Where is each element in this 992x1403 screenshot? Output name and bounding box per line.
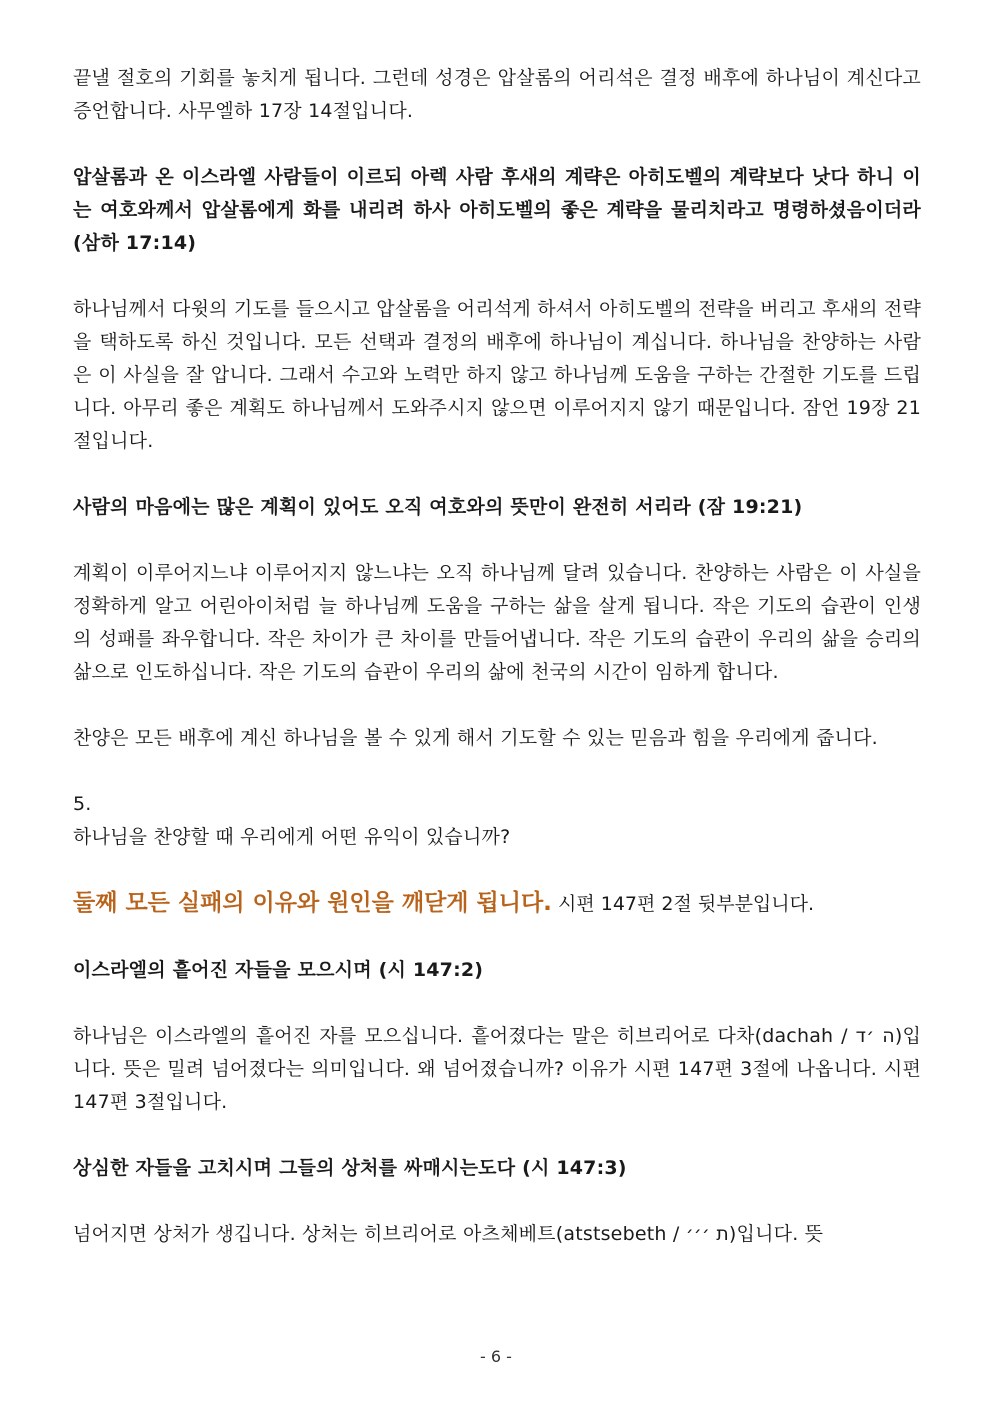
question-text: 하나님을 찬양할 때 우리에게 어떤 유익이 있습니까? [73, 826, 511, 848]
section-heading-accent: 둘째 모든 실패의 이유와 원인을 깨닫게 됩니다. [73, 890, 552, 916]
document-page [73, 62, 921, 1284]
question-number: 5. [73, 793, 92, 815]
scripture-quote-ps-147-2: 이스라엘의 흩어진 자들을 모으시며 (시 147:2) [73, 959, 484, 981]
section-heading-reference: 시편 147편 2절 뒷부분입니다. [551, 893, 815, 915]
paragraph-atstsebeth: 넘어지면 상처가 생깁니다. 상처는 히브리어로 아츠체베트(atstsebeth / ת ׳׳׳)입니다. 뜻 [73, 1223, 824, 1245]
scripture-quote-2sam-17-14: 압살롬과 온 이스라엘 사람들이 이르되 아렉 사람 후새의 계략은 아히도벨의 계략보다 낫다 하니 이는 여호와께서 압살롬에게 화를 내리려 하사 아히도벨의 좋은 계략을 물리치라고 명령하셨음이더라 (삼하 17:14) [73, 166, 921, 254]
page-number: - 6 - [480, 1347, 512, 1366]
paragraph-praise-faith: 찬양은 모든 배후에 계신 하나님을 볼 수 있게 해서 기도할 수 있는 믿음과 힘을 우리에게 줍니다. [73, 727, 878, 749]
paragraph-intro: 끝낼 절호의 기회를 놓치게 됩니다. 그런데 성경은 압살롬의 어리석은 결정 배후에 하나님이 계신다고 증언합니다. 사무엘하 17장 14절입니다. [73, 67, 921, 122]
section-heading-second [73, 887, 921, 921]
scripture-quote-prov-19-21: 사람의 마음에는 많은 계획이 있어도 오직 여호와의 뜻만이 완전히 서리라 (잠 19:21) [73, 496, 803, 518]
paragraph-small-habits: 계획이 이루어지느냐 이루어지지 않느냐는 오직 하나님께 달려 있습니다. 찬양하는 사람은 이 사실을 정확하게 알고 어린아이처럼 늘 하나님께 도움을 구하는 삶을 살게 됩니다. 작은 기도의 습관이 인생의 성패를 좌우합니다. 작은 차이가 큰 차이를 만들어냅니다. 작은 기도의 습관이 우리의 삶을 승리의 삶으로 인도하십니다. 작은 기도의 습관이 우리의 삶에 천국의 시간이 임하게 합니다. [73, 562, 921, 683]
scripture-quote-ps-147-3: 상심한 자들을 고치시며 그들의 상처를 싸매시는도다 (시 147:3) [73, 1157, 627, 1179]
paragraph-prayer-explanation: 하나님께서 다윗의 기도를 들으시고 압살롬을 어리석게 하셔서 아히도벨의 전략을 버리고 후새의 전략을 택하도록 하신 것입니다. 모든 선택과 결정의 배후에 하나님이 계십니다. 하나님을 찬양하는 사람은 이 사실을 잘 압니다. 그래서 수고와 노력만 하지 않고 하나님께 도움을 구하는 간절한 기도를 드립니다. 아무리 좋은 계획도 하나님께서 도와주시지 않으면 이루어지지 않기 때문입니다. 잠언 19장 21절입니다. [73, 298, 921, 452]
paragraph-dachah: 하나님은 이스라엘의 흩어진 자를 모으십니다. 흩어졌다는 말은 히브리어로 다차(dachah / ה ׳ד)입니다. 뜻은 밀려 넘어졌다는 의미입니다. 왜 넘어졌습니까? 이유가 시편 147편 3절에 나옵니다. 시편 147편 3절입니다. [73, 1025, 921, 1113]
